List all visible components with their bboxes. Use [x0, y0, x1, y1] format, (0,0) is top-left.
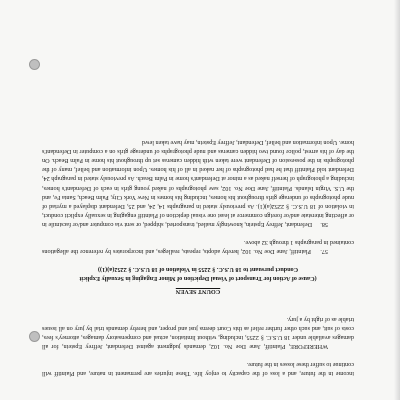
- paragraph-number: 57.: [320, 248, 328, 256]
- paragraph-number: 58.: [320, 220, 328, 228]
- document-body: [42, 138, 354, 378]
- count-subheading-line: (Cause of Action for Transport of Visual Depiction of Minor Engaging in Sexually Explicit: [79, 275, 317, 283]
- count-subheading-line: Conduct pursuant to 18 U.S.C. § 2255 in Violation of 18 U.S.C. § 2252(a)(1)): [97, 266, 299, 274]
- wherefore-clause: WHEREFORE, Plaintiff, Jane Doe No. 102, demands judgment against Defendant, Jeffrey Epstein, for all damages available under 18 U.S.C. § 2255, including, without limitation, actual and compensatory damages, attorney's fees, costs of suit, and such other further relief as this Court deems just and proper, and hereby demands trial by jury on all issues triable as of right by a jury.: [42, 315, 354, 350]
- numbered-paragraph: [42, 138, 354, 229]
- scan-shadow: [394, 0, 400, 400]
- count-subheading: [42, 265, 354, 283]
- numbered-paragraph: [42, 238, 354, 256]
- binder-hole: [29, 59, 40, 70]
- top-paragraph: income in the future, and a loss of the capacity to enjoy life. These injuries are permanent in nature, and Plaintiff will continue to suffer these losses in the future.: [42, 360, 354, 377]
- binder-hole: [29, 331, 40, 342]
- count-heading: COUNT SEVEN: [175, 288, 221, 296]
- paragraph-text: Plaintiff, Jane Doe No. 102, hereby adopts, repeats, realleges, and incorporates by reference the allegations contained in paragraphs 1 through 32 above.: [41, 239, 354, 256]
- paragraph-text: Defendant, Jeffrey Epstein, knowingly mailed, transported, shipped, or sent via computer and/or facsimile in or affecting interstate and/or foreign commerce at least one visual depiction of Plaintiff engaging in sexually explicit conduct, in violation of 18 U.S.C. § 2252(a)(1). As previously stated in paragraphs 14, 24, and 25, Defendant displayed a myriad of nude photographs of underage girls throughout his homes, including his homes in New York City, Palm Beach, Santa Fe, and the U.S. Virgin Islands. Plaintiff, Jane Doe No. 102, saw photographs of naked young girls in each of Defendant's homes, including a photograph of herself naked as a minor at Defendant's home in Palm Beach. As previously stated in paragraph 24, Defendant told Plaintiff that he had photographs of her naked in all of his homes. Upon information and belief, many of the photographs in the possession of Defendant were taken with hidden cameras set up throughout his home in Palm Beach. On the day of his arrest, police found two hidden cameras and nude photographs of underage girls on a computer in Defendant's home. Upon information and belief, Defendant, Jeffrey Epstein, may have taken lewd: [41, 139, 354, 228]
